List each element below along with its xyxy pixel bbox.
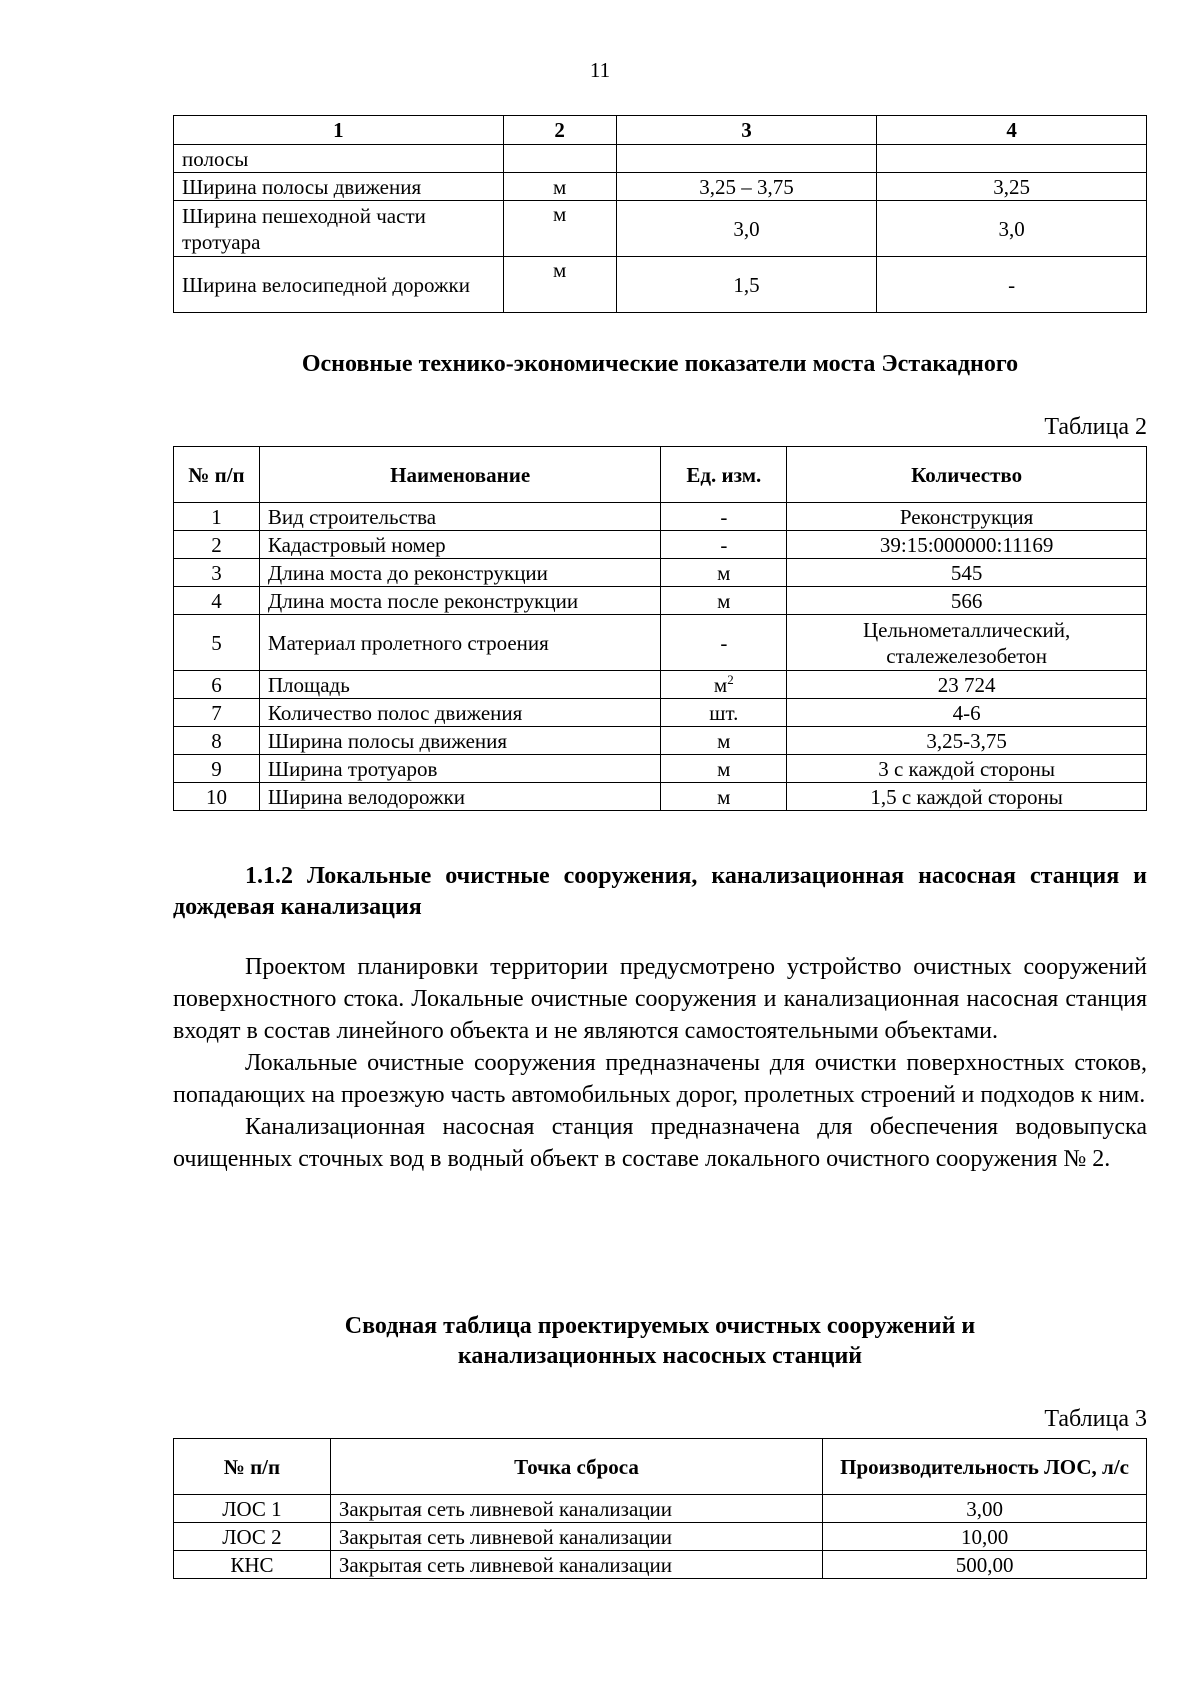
- table-treatment-facilities: [173, 1438, 1147, 1579]
- table2-cell: Цельнометаллический, сталежелезобетон: [787, 615, 1147, 671]
- table2-cell: Длина моста после реконструкции: [259, 587, 661, 615]
- table1-cell: 3,25 – 3,75: [616, 173, 877, 201]
- table2-cell: 39:15:000000:11169: [787, 531, 1147, 559]
- table2-cell: 2: [174, 531, 260, 559]
- unit-superscript: 2: [727, 671, 734, 687]
- table-row: [174, 173, 1147, 201]
- table2-cell-area-unit: [661, 671, 787, 699]
- table2-caption: Таблица 2: [1044, 414, 1147, 440]
- table2-cell: 9: [174, 755, 260, 783]
- table2-cell: 1: [174, 503, 260, 531]
- table-row: [174, 615, 1147, 671]
- unit-text: м: [713, 672, 728, 697]
- table2-cell: 8: [174, 727, 260, 755]
- table2-cell: 3,25-3,75: [787, 727, 1147, 755]
- table1-header: 1: [174, 116, 504, 145]
- table2-cell: Количество полос движения: [259, 699, 661, 727]
- heading-summary: [173, 1311, 1147, 1371]
- page-number: 11: [589, 58, 611, 82]
- table2-cell: Вид строительства: [259, 503, 661, 531]
- table2-cell: -: [661, 503, 787, 531]
- section-title: 1.1.2 Локальные очистные сооружения, канализационная насосная станция и дождевая канализация: [173, 863, 1147, 920]
- table1-cell: Ширина велосипедной дорожки: [174, 257, 504, 313]
- table-row: [174, 201, 1147, 257]
- table2-cell: 545: [787, 559, 1147, 587]
- table1-cell: 3,0: [877, 201, 1147, 257]
- table2-header: Ед. изм.: [661, 447, 787, 503]
- table2-cell: Ширина велодорожки: [259, 783, 661, 811]
- table2-cell: Ширина тротуаров: [259, 755, 661, 783]
- table-row: [174, 503, 1147, 531]
- table-row: [174, 1523, 1147, 1551]
- paragraph: Канализационная насосная станция предназначена для обеспечения водовыпуска очищенных сточных вод в водный объект в составе локального очистного сооружения № 2.: [173, 1114, 1147, 1172]
- table1-cell: -: [877, 257, 1147, 313]
- table-row: [174, 587, 1147, 615]
- heading-summary-line2: канализационных насосных станций: [457, 1343, 863, 1369]
- table2-cell: м: [661, 783, 787, 811]
- table-row: [174, 699, 1147, 727]
- table2-cell: 1,5 с каждой стороны: [787, 783, 1147, 811]
- table1-cell: 3,25: [877, 173, 1147, 201]
- table2-cell: 4: [174, 587, 260, 615]
- table2-header: № п/п: [174, 447, 260, 503]
- paragraph: Проектом планировки территории предусмотрено устройство очистных сооружений поверхностного стока. Локальные очистные сооружения и канализационная насосная станция входят в состав линейного объекта и не являются самостоятельными объектами.: [173, 954, 1147, 1044]
- table2-cell: Реконструкция: [787, 503, 1147, 531]
- table-row: [174, 145, 1147, 173]
- table1-cell: м: [503, 173, 616, 201]
- table3-header: № п/п: [174, 1439, 331, 1495]
- table2-header: Наименование: [259, 447, 661, 503]
- table-row: [174, 257, 1147, 313]
- table2-cell: Кадастровый номер: [259, 531, 661, 559]
- table1-cell: Ширина пешеходной части тротуара: [174, 201, 504, 257]
- table1-cell: Ширина полосы движения: [174, 173, 504, 201]
- table2-cell: шт.: [661, 699, 787, 727]
- table2-cell: м: [661, 559, 787, 587]
- table-row: [174, 727, 1147, 755]
- table2-cell: Площадь: [259, 671, 661, 699]
- table3-cell: Закрытая сеть ливневой канализации: [330, 1551, 822, 1579]
- table-row: [174, 783, 1147, 811]
- table3-cell: Закрытая сеть ливневой канализации: [330, 1495, 822, 1523]
- table2-cell: Длина моста до реконструкции: [259, 559, 661, 587]
- table3-cell: 3,00: [823, 1495, 1147, 1523]
- table2-cell: 7: [174, 699, 260, 727]
- paragraph: Локальные очистные сооружения предназначены для очистки поверхностных стоков, попадающих на проезжую часть автомобильных дорог, пролетных строений и подходов к ним.: [173, 1050, 1147, 1108]
- table-row: [174, 1551, 1147, 1579]
- table3-cell: ЛОС 1: [174, 1495, 331, 1523]
- table1-cell: 3,0: [616, 201, 877, 257]
- table2-cell: м: [661, 755, 787, 783]
- table-bridge-indicators: [173, 446, 1147, 811]
- table-continuation: [173, 115, 1147, 313]
- table1-cell: [877, 145, 1147, 173]
- body-text: [173, 951, 1147, 1175]
- table3-header: Точка сброса: [330, 1439, 822, 1495]
- table2-cell: 3 с каждой стороны: [787, 755, 1147, 783]
- table3-header: Производительность ЛОС, л/с: [823, 1439, 1147, 1495]
- table2-cell: м: [661, 587, 787, 615]
- table-row: [174, 671, 1147, 699]
- table3-cell: Закрытая сеть ливневой канализации: [330, 1523, 822, 1551]
- table2-cell: 23 724: [787, 671, 1147, 699]
- table1-header: 4: [877, 116, 1147, 145]
- table1-cell: м: [503, 257, 616, 313]
- table1-header: 2: [503, 116, 616, 145]
- table2-cell: 4-6: [787, 699, 1147, 727]
- table-row: [174, 755, 1147, 783]
- heading-summary-line1: Сводная таблица проектируемых очистных сооружений и: [344, 1313, 976, 1339]
- table3-cell: КНС: [174, 1551, 331, 1579]
- table2-cell: 5: [174, 615, 260, 671]
- table2-cell: -: [661, 615, 787, 671]
- table2-cell: Материал пролетного строения: [259, 615, 661, 671]
- table-row: [174, 1495, 1147, 1523]
- table1-cell: [616, 145, 877, 173]
- table2-cell: 3: [174, 559, 260, 587]
- table2-cell: -: [661, 531, 787, 559]
- table2-cell: 566: [787, 587, 1147, 615]
- table1-cell: полосы: [174, 145, 504, 173]
- table1-cell: м: [503, 201, 616, 257]
- table1-header: 3: [616, 116, 877, 145]
- table3-cell: ЛОС 2: [174, 1523, 331, 1551]
- table2-cell: Ширина полосы движения: [259, 727, 661, 755]
- table1-cell: 1,5: [616, 257, 877, 313]
- table1-cell: [503, 145, 616, 173]
- table2-cell: м: [661, 727, 787, 755]
- table3-cell: 10,00: [823, 1523, 1147, 1551]
- table-row: [174, 559, 1147, 587]
- table2-cell: 6: [174, 671, 260, 699]
- heading-bridge: Основные технико-экономические показатели моста Эстакадного: [301, 351, 1019, 377]
- table3-cell: 500,00: [823, 1551, 1147, 1579]
- table-row: [174, 531, 1147, 559]
- table2-header: Количество: [787, 447, 1147, 503]
- table3-caption: Таблица 3: [1044, 1406, 1147, 1432]
- table2-cell: 10: [174, 783, 260, 811]
